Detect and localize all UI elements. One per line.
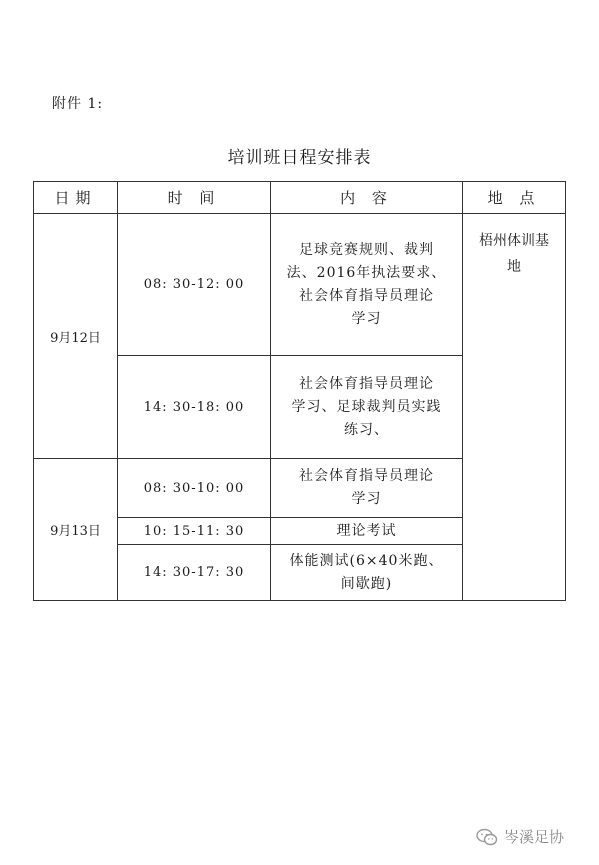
location-cell: [463, 214, 566, 601]
header-date: 日期: [34, 182, 118, 214]
location-line: 梧州体训基: [479, 233, 549, 249]
content-line: 社会体育指导员理论: [299, 375, 434, 392]
attachment-label: 附件 1:: [52, 96, 104, 112]
content-cell: [271, 214, 463, 356]
time-cell: 08: 30-10: 00: [118, 459, 271, 518]
watermark-text: 岑溪足协: [504, 828, 565, 846]
time-cell: 14: 30-17: 30: [118, 545, 271, 601]
table-header-row: [34, 182, 566, 214]
content-cell: [271, 459, 463, 518]
content-cell: [271, 356, 463, 459]
time-cell: 08: 30-12: 00: [118, 214, 271, 356]
schedule-table: [33, 181, 566, 601]
content-line: 足球竞赛规则、裁判: [299, 241, 434, 258]
document-title: 培训班日程安排表: [227, 148, 372, 168]
time-cell: 14: 30-18: 00: [118, 356, 271, 459]
wechat-icon: [476, 828, 498, 846]
header-location: 地 点: [463, 182, 566, 214]
content-line: 体能测试(6×40米跑、: [289, 552, 444, 569]
content-cell: [271, 518, 463, 545]
time-cell: 10: 15-11: 30: [118, 518, 271, 545]
header-content: 内 容: [271, 182, 463, 214]
content-line: 练习、: [344, 421, 389, 438]
content-line: 学习: [351, 310, 382, 327]
content-cell: [271, 545, 463, 601]
date-cell: 9月13日: [34, 459, 118, 601]
content-line: 社会体育指导员理论: [299, 287, 434, 304]
table-row: [34, 214, 566, 356]
content-line: 学习: [351, 491, 382, 507]
date-cell: 9月12日: [34, 214, 118, 459]
content-line: 间歇跑): [340, 575, 393, 592]
content-line: 社会体育指导员理论: [299, 468, 434, 484]
content-line: 学习、足球裁判员实践: [291, 398, 442, 415]
content-line: 理论考试: [336, 522, 397, 539]
header-time: 时 间: [118, 182, 271, 214]
content-line: 法、2016年执法要求、: [286, 264, 447, 281]
location-line: 地: [507, 259, 521, 275]
watermark: [476, 826, 564, 847]
